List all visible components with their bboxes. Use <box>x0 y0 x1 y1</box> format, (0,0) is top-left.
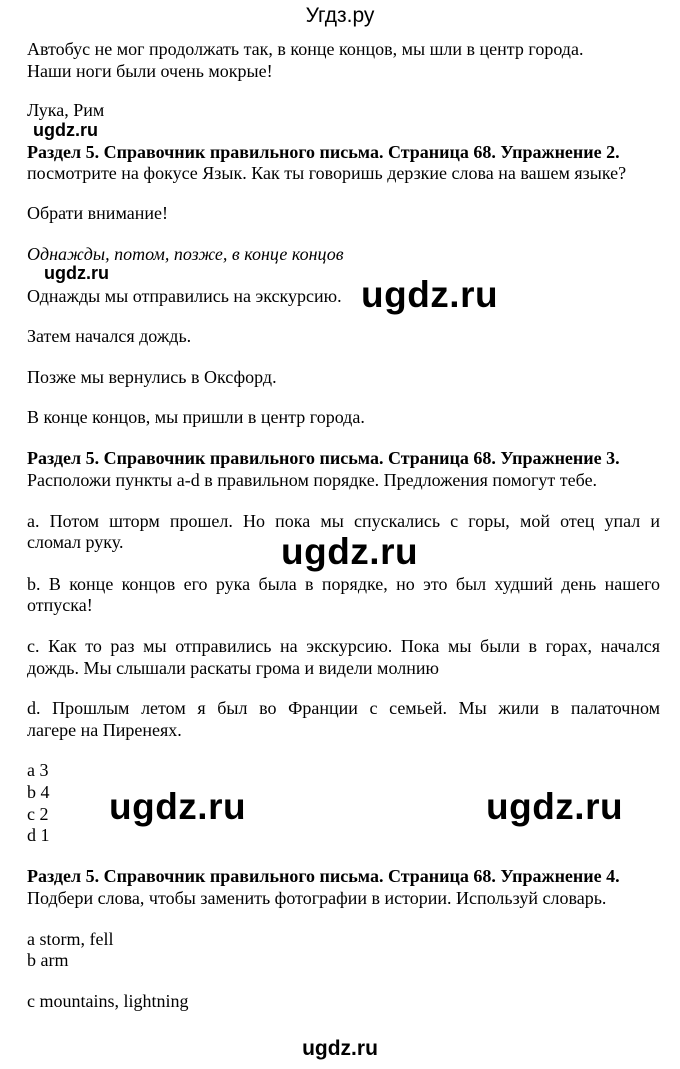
ex2-sentence: В конце концов, мы пришли в центр города. <box>27 407 365 427</box>
watermark: ugdz.ru <box>281 531 419 572</box>
ex3-item-d-line1: d. Прошлым летом я был во Франции с семьей. Мы жили в палаточном <box>27 698 660 718</box>
ex3-answer: c 2 <box>27 804 49 824</box>
watermark: ugdz.ru <box>33 120 98 140</box>
ex2-sentence: Однажды мы отправились на экскурсию. <box>27 286 342 306</box>
ex3-item-b-line2: отпуска! <box>27 595 93 615</box>
ex2-note: Обрати внимание! <box>27 203 168 223</box>
ex3-task: Расположи пункты a-d в правильном порядке. Предложения помогут тебе. <box>27 470 598 490</box>
ex3-item-a-line2: сломал руку. <box>27 532 124 552</box>
ex2-heading: Раздел 5. Справочник правильного письма. Страница 68. Упражнение 2. <box>27 142 620 162</box>
site-title: Угдз.ру <box>305 4 375 27</box>
ex2-task: посмотрите на фокусе Язык. Как ты говоришь дерзкие слова на вашем языке? <box>27 163 627 183</box>
ex4-answer: a storm, fell <box>27 929 114 949</box>
ex3-answer: a 3 <box>27 760 49 780</box>
watermark: ugdz.ru <box>44 263 109 283</box>
ex4-answer: b arm <box>27 950 69 970</box>
ex3-answer: b 4 <box>27 782 50 802</box>
ex4-heading: Раздел 5. Справочник правильного письма. Страница 68. Упражнение 4. <box>27 866 620 886</box>
ex2-words: Однажды, потом, позже, в конце концов <box>27 244 344 264</box>
ex2-sentence: Затем начался дождь. <box>27 326 192 346</box>
ex3-item-d-line2: лагере на Пиренеях. <box>27 720 182 740</box>
watermark: ugdz.ru <box>109 786 247 827</box>
ex4-task: Подбери слова, чтобы заменить фотографии в истории. Используй словарь. <box>27 888 607 908</box>
signature: Лука, Рим <box>27 100 105 120</box>
watermark: ugdz.ru <box>361 274 499 315</box>
ex3-item-c-line1: c. Как то раз мы отправились на экскурсию. Пока мы были в горах, начался <box>27 636 660 656</box>
ex3-heading: Раздел 5. Справочник правильного письма. Страница 68. Упражнение 3. <box>27 448 620 468</box>
ex3-item-c-line2: дождь. Мы слышали раскаты грома и видели молнию <box>27 658 439 678</box>
ex3-item-b-line1: b. В конце концов его рука была в порядке, но это был худший день нашего <box>27 574 660 594</box>
ex2-sentence: Позже мы вернулись в Оксфорд. <box>27 367 277 387</box>
ex3-item-a-line1: a. Потом шторм прошел. Но пока мы спускались с горы, мой отец упал и <box>27 511 660 531</box>
intro-line-2: Наши ноги были очень мокрые! <box>27 61 273 81</box>
intro-line-1: Автобус не мог продолжать так, в конце концов, мы шли в центр города. <box>27 39 584 59</box>
watermark: ugdz.ru <box>486 786 624 827</box>
ex4-answer: c mountains, lightning <box>27 991 189 1011</box>
ex3-answer: d 1 <box>27 825 50 845</box>
watermark: ugdz.ru <box>302 1037 378 1060</box>
